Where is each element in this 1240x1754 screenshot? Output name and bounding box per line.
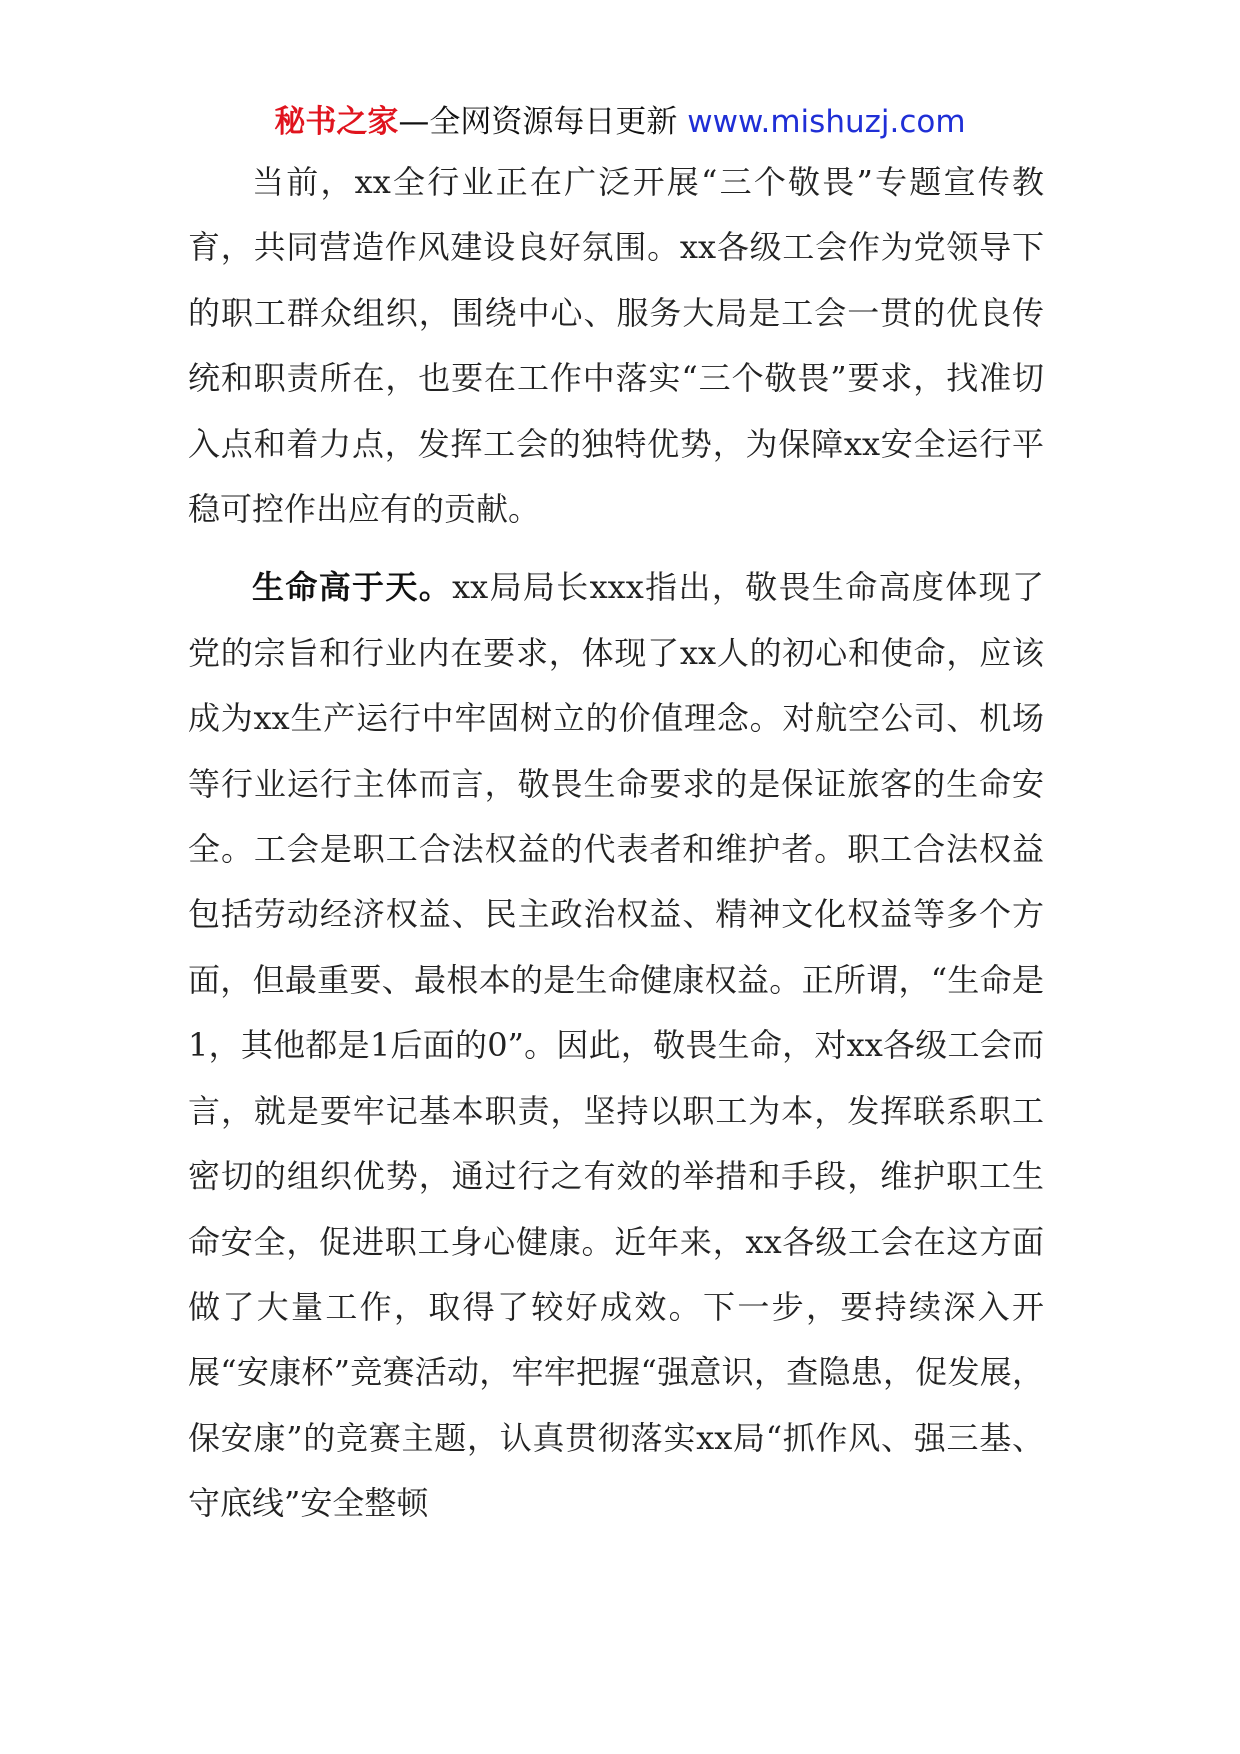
- site-url-link[interactable]: www.mishuzj.com: [687, 104, 966, 140]
- paragraph-body: xx局局长xxx指出，敬畏生命高度体现了党的宗旨和行业内在要求，体现了xx人的初心和使命，应该成为xx生产运行中牢固树立的价值理念。对航空公司、机场等行业运行主体而言，敬畏生命要求的是保证旅客的生命安全。工会是职工合法权益的代表者和维护者。职工合法权益包括劳动经济权益、民主政治权益、精神文化权益等多个方面，但最重要、最根本的是生命健康权益。正所谓，“生命是1，其他都是1后面的0”。因此，敬畏生命，对xx各级工会而言，就是要牢记基本职责，坚持以职工为本，发挥联系职工密切的组织优势，通过行之有效的举措和手段，维护职工生命安全，促进职工身心健康。近年来，xx各级工会在这方面做了大量工作，取得了较好成效。下一步，要持续深入开展“安康杯”竞赛活动，牢牢把握“强意识，查隐患，促发展，保安康”的竞赛主题，认真贯彻落实xx局“抓作风、强三基、守底线”安全整顿: [188, 568, 1044, 1523]
- header-tagline: —全网资源每日更新: [398, 104, 678, 140]
- document-body: [188, 150, 1044, 1537]
- paragraph-intro: 当前，xx全行业正在广泛开展“三个敬畏”专题宣传教育，共同营造作风建设良好氛围。xx各级工会作为党领导下的职工群众组织，围绕中心、服务大局是工会一贯的优良传统和职责所在，也要在工作中落实“三个敬畏”要求，找准切入点和着力点，发挥工会的独特优势，为保障xx安全运行平稳可控作出应有的贡献。: [188, 163, 1044, 529]
- brand-name: 秘书之家: [274, 104, 399, 140]
- site-header: [0, 100, 1240, 144]
- paragraph-life: [188, 555, 1044, 1536]
- paragraph-heading: 生命高于天。: [252, 568, 453, 607]
